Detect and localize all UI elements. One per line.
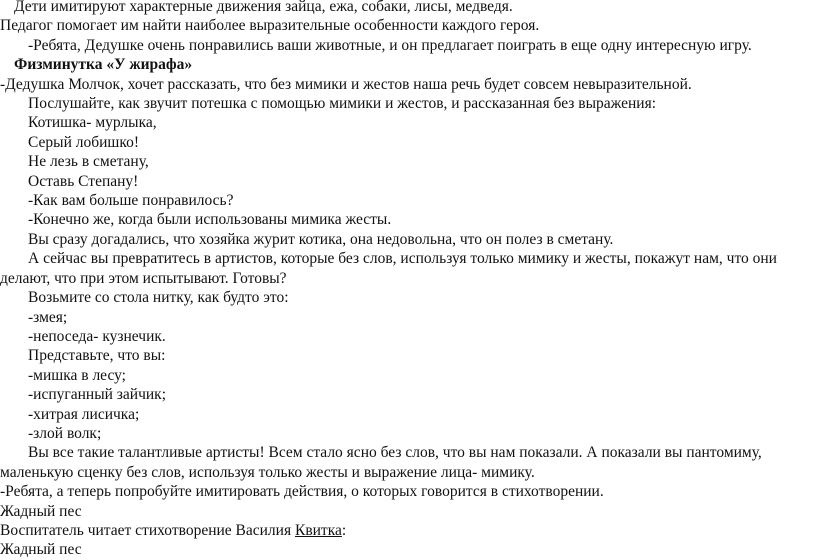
paragraph-line — [0, 521, 816, 540]
paragraph-line: -Дедушка Молчок, хочет рассказать, что без мимики и жестов наша речь будет совсем невыразительной. — [0, 75, 692, 93]
text-fragment: : — [341, 521, 347, 539]
paragraph-line: Вы сразу догадались, что хозяйка журит котика, она недовольна, что он полез в сметану. — [28, 230, 614, 248]
paragraph-line: -Ребята, Дедушке очень понравились ваши животные, и он предлагает поиграть в еще одну интересную игру. — [28, 36, 752, 54]
paragraph-line: Представьте, что вы: — [28, 347, 166, 365]
list-item: -непоседа- кузнечик. — [28, 327, 166, 345]
paragraph-line: А сейчас вы превратитесь в артистов, которые без слов, используя только мимику и жесты, покажут нам, что они — [28, 250, 777, 268]
poem-line: Серый лобишко! — [28, 133, 139, 151]
paragraph-line: -Конечно же, когда были использованы мимика жесты. — [28, 211, 392, 229]
poem-title: Жадный пес — [0, 502, 82, 520]
list-item: -хитрая лисичка; — [28, 405, 140, 423]
list-item: -испуганный зайчик; — [28, 386, 167, 404]
paragraph-line: Дети имитируют характерные движения зайца, ежа, собаки, лисы, медведя. — [14, 0, 513, 15]
list-item: -злой волк; — [28, 424, 102, 442]
poem-title: Жадный пес — [0, 541, 82, 559]
poem-line: Котишка- мурлыка, — [28, 114, 157, 132]
poem-line: Не лезь в сметану, — [28, 153, 149, 171]
author-link[interactable]: Квитка — [294, 521, 342, 539]
paragraph-line: Послушайте, как звучит потешка с помощью мимики и жестов, и рассказанная без выражения: — [28, 95, 657, 113]
list-item: -мишка в лесу; — [28, 366, 126, 384]
list-item: -змея; — [28, 308, 68, 326]
paragraph-line: Возьмите со стола нитку, как будто это: — [28, 289, 289, 307]
paragraph-line: Вы все такие талантливые артисты! Всем стало ясно без слов, что вы нам показали. А показали вы пантомиму, — [28, 444, 762, 462]
text-fragment: Воспитатель читает стихотворение Василия — [0, 521, 295, 539]
section-heading: Физминутка «У жирафа» — [14, 56, 193, 74]
paragraph-line: -Как вам больше понравилось? — [28, 192, 234, 210]
poem-line: Оставь Степану! — [28, 172, 139, 190]
paragraph-line: маленькую сценку без слов, используя только жесты и выражение лица- мимику. — [0, 463, 535, 481]
paragraph-line: Педагог помогает им найти наиболее выразительные особенности каждого героя. — [0, 17, 540, 35]
paragraph-line: делают, что при этом испытывают. Готовы? — [0, 269, 287, 287]
paragraph-line: -Ребята, а теперь попробуйте имитировать действия, о которых говорится в стихотворении. — [0, 483, 604, 501]
